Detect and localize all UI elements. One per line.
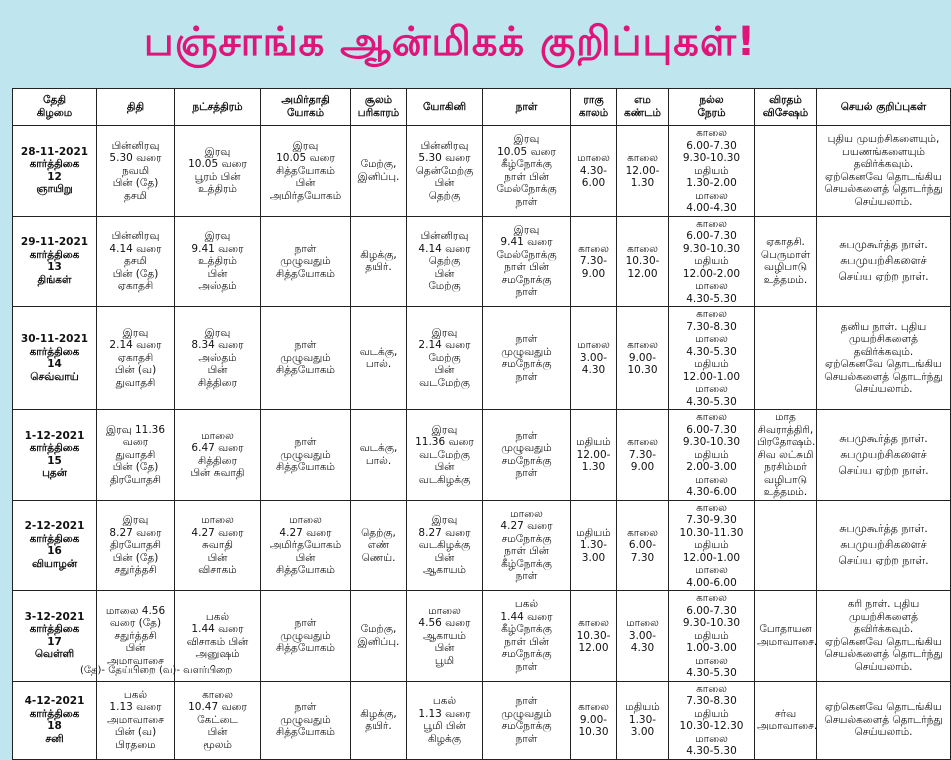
naal-cell: நாள் முழுவதும் சமநோக்கு நாள் <box>483 410 571 501</box>
col-nakshatram: நட்சத்திரம் <box>175 89 261 126</box>
thithi-cell: இரவு 8.27 வரை திரயோதசி பின் (தே) சதுர்த்தசி <box>97 500 175 591</box>
nakshatram-cell: காலை 10.47 வரை கேட்டை பின் மூலம் <box>175 681 261 759</box>
naal-cell: நாள் முழுவதும் சமநோக்கு நாள் <box>483 681 571 759</box>
ema-kandam-cell: காலை 7.30- 9.00 <box>617 410 669 501</box>
notes-cell: சுபமுகூர்த்த நாள். சுபமுயற்சிகளைச் செய்ய ஏற்ற நாள். <box>817 500 951 591</box>
raghu-kalam-cell: மதியம் 1.30- 3.00 <box>571 500 617 591</box>
yogam-cell: இரவு 10.05 வரை சித்தயோகம் பின் அமிர்தயோகம் <box>261 126 351 217</box>
yogini-cell: இரவு 8.27 வரை வடகிழக்கு பின் ஆகாயம் <box>407 500 483 591</box>
raghu-kalam-cell: காலை 7.30- 9.00 <box>571 216 617 307</box>
ema-kandam-cell: மதியம் 1.30- 3.00 <box>617 681 669 759</box>
nalla-neram-cell: காலை 7.30-8.30 மாலை 4.30-5.30 மதியம் 12.00-1.00 மாலை 4.30-5.30 <box>669 307 755 410</box>
soolam-cell: கிழக்கு, தயிர். <box>351 216 407 307</box>
nakshatram-cell: மாலை 6.47 வரை சித்திரை பின் சுவாதி <box>175 410 261 501</box>
nakshatram-cell: இரவு 10.05 வரை பூரம் பின் உத்திரம் <box>175 126 261 217</box>
col-thithi: திதி <box>97 89 175 126</box>
notes-cell: சுபமுகூர்த்த நாள். சுபமுயற்சிகளைச் செய்ய ஏற்ற நாள். <box>817 216 951 307</box>
raghu-kalam-cell: மதியம் 12.00- 1.30 <box>571 410 617 501</box>
naal-cell: மாலை 4.27 வரை சமநோக்கு நாள் பின் கீழ்நோக்கு நாள் <box>483 500 571 591</box>
table-row <box>13 681 951 759</box>
table-row <box>13 216 951 307</box>
thithi-cell: இரவு 2.14 வரை ஏகாதசி பின் (வ) துவாதசி <box>97 307 175 410</box>
date-cell: 29-11-2021 கார்த்திகை 13 திங்கள் <box>13 216 97 307</box>
col-yogini: யோகினி <box>407 89 483 126</box>
notes-cell: சுபமுகூர்த்த நாள். சுபமுயற்சிகளைச் செய்ய ஏற்ற நாள். <box>817 410 951 501</box>
page-title: பஞ்சாங்க ஆன்மிகக் குறிப்புகள்! <box>143 18 757 65</box>
viratham-cell <box>755 500 817 591</box>
notes-cell: ஏற்கெனவே தொடங்கிய செயல்களைத் தொடர்ந்து செய்யலாம். <box>817 681 951 759</box>
nalla-neram-cell: காலை 6.00-7.30 9.30-10.30 மதியம் 12.00-2.00 மாலை 4.30-5.30 <box>669 216 755 307</box>
ema-kandam-cell: காலை 6.00- 7.30 <box>617 500 669 591</box>
notes-cell: தனிய நாள். புதிய முயற்சிகளைத் தவிர்க்கவும். ஏற்கெனவே தொடங்கிய செயல்களைத் தொடர்ந்து செய்யலாம். <box>817 307 951 410</box>
date-cell: 1-12-2021 கார்த்திகை 15 புதன் <box>13 410 97 501</box>
yogam-cell: நாள் முழுவதும் சித்தயோகம் <box>261 681 351 759</box>
ema-kandam-cell: காலை 12.00- 1.30 <box>617 126 669 217</box>
soolam-cell: தெற்கு, எண் ணெய். <box>351 500 407 591</box>
naal-cell: நாள் முழுவதும் சமநோக்கு நாள் <box>483 307 571 410</box>
naal-cell: இரவு 10.05 வரை கீழ்நோக்கு நாள் பின் மேல்நோக்கு நாள் <box>483 126 571 217</box>
legend-footer: (தே)- தேய்பிறை (வ)- வளர்பிறை <box>80 665 233 676</box>
yogam-cell: மாலை 4.27 வரை அமிர்தயோகம் பின் சித்தயோகம் <box>261 500 351 591</box>
date-cell: 3-12-2021 கார்த்திகை 17 வெள்ளி <box>13 591 97 682</box>
thithi-cell: பின்னிரவு 5.30 வரை நவமி பின் (தே) தசமி <box>97 126 175 217</box>
col-notes: செயல் குறிப்புகள் <box>817 89 951 126</box>
thithi-cell: பின்னிரவு 4.14 வரை தசமி பின் (தே) ஏகாதசி <box>97 216 175 307</box>
date-cell: 2-12-2021 கார்த்திகை 16 வியாழன் <box>13 500 97 591</box>
nalla-neram-cell: காலை 7.30-9.30 10.30-11.30 மதியம் 12.00-1.00 மாலை 4.00-6.00 <box>669 500 755 591</box>
nakshatram-cell: பகல் 1.44 வரை விசாகம் பின் அனுஷம் <box>175 591 261 682</box>
soolam-cell: கிழக்கு, தயிர். <box>351 681 407 759</box>
yogam-cell: நாள் முழுவதும் சித்தயோகம் <box>261 591 351 682</box>
col-date-day: தேதி கிழமை <box>13 89 97 126</box>
nakshatram-cell: இரவு 8.34 வரை அஸ்தம் பின் சித்திரை <box>175 307 261 410</box>
nalla-neram-cell: காலை 6.00-7.30 9.30-10.30 மதியம் 2.00-3.00 மாலை 4.30-6.00 <box>669 410 755 501</box>
yogini-cell: இரவு 11.36 வரை வடமேற்கு பின் வடகிழக்கு <box>407 410 483 501</box>
yogini-cell: மாலை 4.56 வரை ஆகாயம் பின் பூமி <box>407 591 483 682</box>
yogini-cell: இரவு 2.14 வரை மேற்கு பின் வடமேற்கு <box>407 307 483 410</box>
ema-kandam-cell: காலை 10.30- 12.00 <box>617 216 669 307</box>
nakshatram-cell: இரவு 9.41 வரை உத்திரம் பின் அஸ்தம் <box>175 216 261 307</box>
viratham-cell: சர்வ அமாவாசை. <box>755 681 817 759</box>
naal-cell: பகல் 1.44 வரை கீழ்நோக்கு நாள் பின் சமநோக்கு நாள் <box>483 591 571 682</box>
viratham-cell: போதாயன அமாவாசை. <box>755 591 817 682</box>
raghu-kalam-cell: மாலை 3.00- 4.30 <box>571 307 617 410</box>
yogam-cell: நாள் முழுவதும் சித்தயோகம் <box>261 410 351 501</box>
viratham-cell: மாத சிவராத்திரி, பிரதோஷம். சிவ லட்சுமி நரசிம்மர் வழிபாடு உத்தமம். <box>755 410 817 501</box>
viratham-cell: ஏகாதசி. பெருமாள் வழிபாடு உத்தமம். <box>755 216 817 307</box>
yogini-cell: பின்னிரவு 4.14 வரை தெற்கு பின் மேற்கு <box>407 216 483 307</box>
raghu-kalam-cell: மாலை 4.30- 6.00 <box>571 126 617 217</box>
soolam-cell: வடக்கு, பால். <box>351 410 407 501</box>
notes-cell: புதிய முயற்சிகளையும், பயணங்களையும் தவிர்க்கவும். ஏற்கெனவே தொடங்கிய செயல்களைத் தொடர்ந்து செய்யலாம். <box>817 126 951 217</box>
table-row <box>13 500 951 591</box>
yogam-cell: நாள் முழுவதும் சித்தயோகம் <box>261 216 351 307</box>
nakshatram-cell: மாலை 4.27 வரை சுவாதி பின் விசாகம் <box>175 500 261 591</box>
thithi-cell: இரவு 11.36 வரை துவாதசி பின் (தே) திரயோதசி <box>97 410 175 501</box>
yogam-cell: நாள் முழுவதும் சித்தயோகம் <box>261 307 351 410</box>
nalla-neram-cell: காலை 6.00-7.30 9.30-10.30 மதியம் 1.30-2.00 மாலை 4.00-4.30 <box>669 126 755 217</box>
panchangam-table <box>12 88 951 760</box>
thithi-cell: பகல் 1.13 வரை அமாவாசை பின் (வ) பிரதமை <box>97 681 175 759</box>
table-row <box>13 307 951 410</box>
notes-cell: கரி நாள். புதிய முயற்சிகளைத் தவிர்க்கவும். ஏற்கெனவே தொடங்கிய செயல்களைத் தொடர்ந்து செய்யலாம். <box>817 591 951 682</box>
col-naal: நாள் <box>483 89 571 126</box>
ema-kandam-cell: மாலை 3.00- 4.30 <box>617 591 669 682</box>
table-row <box>13 126 951 217</box>
viratham-cell <box>755 307 817 410</box>
yogini-cell: பகல் 1.13 வரை பூமி பின் கிழக்கு <box>407 681 483 759</box>
thithi-cell: மாலை 4.56 வரை (தே) சதுர்த்தசி பின் அமாவாசை <box>97 591 175 682</box>
raghu-kalam-cell: காலை 10.30- 12.00 <box>571 591 617 682</box>
col-raghu-kalam: ராகு காலம் <box>571 89 617 126</box>
header-row <box>13 89 951 126</box>
ema-kandam-cell: காலை 9.00- 10.30 <box>617 307 669 410</box>
col-soolam: சூலம் பரிகாரம் <box>351 89 407 126</box>
col-amirthathi-yogam: அமிர்தாதி யோகம் <box>261 89 351 126</box>
soolam-cell: மேற்கு, இனிப்பு. <box>351 126 407 217</box>
soolam-cell: மேற்கு, இனிப்பு. <box>351 591 407 682</box>
col-viratham: விரதம் விசேஷம் <box>755 89 817 126</box>
nalla-neram-cell: காலை 6.00-7.30 9.30-10.30 மதியம் 1.00-3.00 மாலை 4.30-5.30 <box>669 591 755 682</box>
viratham-cell <box>755 126 817 217</box>
col-nalla-neram: நல்ல நேரம் <box>669 89 755 126</box>
yogini-cell: பின்னிரவு 5.30 வரை தென்மேற்கு பின் தெற்கு <box>407 126 483 217</box>
nalla-neram-cell: காலை 7.30-8.30 மதியம் 10.30-12.30 மாலை 4.30-5.30 <box>669 681 755 759</box>
date-cell: 28-11-2021 கார்த்திகை 12 ஞாயிறு <box>13 126 97 217</box>
date-cell: 4-12-2021 கார்த்திகை 18 சனி <box>13 681 97 759</box>
soolam-cell: வடக்கு, பால். <box>351 307 407 410</box>
date-cell: 30-11-2021 கார்த்திகை 14 செவ்வாய் <box>13 307 97 410</box>
raghu-kalam-cell: காலை 9.00- 10.30 <box>571 681 617 759</box>
table-row <box>13 410 951 501</box>
col-ema-kandam: எம கண்டம் <box>617 89 669 126</box>
naal-cell: இரவு 9.41 வரை மேல்நோக்கு நாள் பின் சமநோக்கு நாள் <box>483 216 571 307</box>
